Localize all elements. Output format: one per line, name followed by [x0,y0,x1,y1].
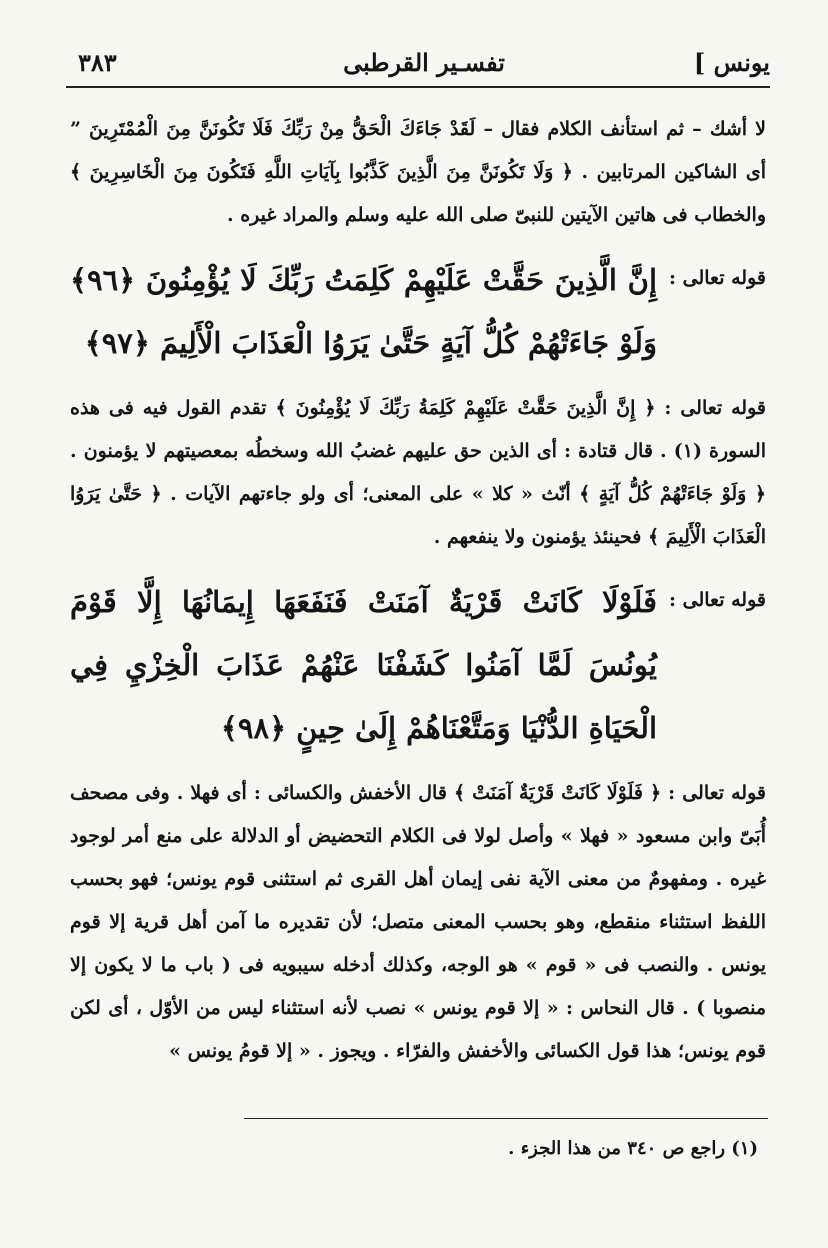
footnote-rule [244,1118,768,1119]
surah-name: يونس ] [693,48,770,77]
book-title: تفسـير القرطبى [343,48,505,77]
commentary-paragraph: لا أشك – ثم استأنف الكلام فقال – لَقَدْ جَاءَكَ الْحَقُّ مِنْ رَبِّكَ فَلَا تَكُونَنَّ مِنَ الْمُمْتَرِينَ ” أى الشاكين المرتابين . ﴿ وَلَا تَكُونَنَّ مِنَ الَّذِينَ كَذَّبُوا بِآيَاتِ اللَّهِ فَتَكُونَ مِنَ الْخَاسِرِينَ ﴾ والخطاب فى هاتين الآيتين للنبىّ صلى الله عليه وسلم والمراد غيره . [70,118,766,226]
page-header [78,38,770,84]
commentary-paragraph: قوله تعالى : ﴿ إِنَّ الَّذِينَ حَقَّتْ عَلَيْهِمْ كَلِمَةُ رَبِّكَ لَا يُؤْمِنُونَ ﴾ تقدم القول فيه فى هذه السورة (١) . قال قتادة : أى الذين حق عليهم غضبُ الله وسخطُه بمعصيتهم لا يؤمنون . ﴿ وَلَوْ جَاءَتْهُمْ كُلُّ آيَةٍ ﴾ أنّث « كلا » على المعنى؛ أى ولو جاءتهم الآيات . ﴿ حَتَّىٰ يَرَوُا الْعَذَابَ الْأَلِيمَ ﴾ فحينئذ يؤمنون ولا ينفعهم . [70,397,766,548]
verse-intro: قوله تعالى : [669,589,766,611]
page-number: ٣٨٣ [78,48,117,77]
commentary-paragraph: قوله تعالى : ﴿ فَلَوْلَا كَانَتْ قَرْيَةٌ آمَنَتْ ﴾ قال الأخفش والكسائى : أى فهلا . وفى مصحف أُبَىّ وابن مسعود « فهلا » وأصل لولا فى الكلام التحضيض أو الدلالة على منع أمر لوجود غيره . ومفهومٌ من معنى الآية نفى إيمان أهل القرى ثم استثنى قوم يونس؛ فهو بحسب اللفظ استثناء منقطع، وهو بحسب المعنى متصل؛ لأن تقديره ما آمن أهل قرية إلا قوم يونس . والنصب فى « قوم » هو الوجه، وكذلك أدخله سيبويه فى ( باب ما لا يكون إلا منصوبا ) . قال النحاس : « إلا قوم يونس » نصب لأنه استثناء ليس من الأوّل ، أى لكن قوم يونس؛ هذا قول الكسائى والأخفش والفرّاء . ويجوز . « إلا قومُ يونس » [70,782,766,1062]
verse-text: فَلَوْلَا كَانَتْ قَرْيَةٌ آمَنَتْ فَنَفَعَهَا إِيمَانُهَا إِلَّا قَوْمَ يُونُسَ لَمَّا آمَنُوا كَشَفْنَا عَنْهُمْ عَذَابَ الْخِزْيِ فِي الْحَيَاةِ الدُّنْيَا وَمَتَّعْنَاهُمْ إِلَىٰ حِينٍ ﴿٩٨﴾ [70,585,657,745]
header-rule [66,86,770,88]
page-body [70,108,766,1073]
footnote: (١) راجع ص ٣٤٠ من هذا الجزء . [508,1138,758,1159]
quran-verse-block [70,249,766,375]
verse-text: إِنَّ الَّذِينَ حَقَّتْ عَلَيْهِمْ كَلِمَتُ رَبِّكَ لَا يُؤْمِنُونَ ﴿٩٦﴾ وَلَوْ جَاءَتْهُمْ كُلُّ آيَةٍ حَتَّىٰ يَرَوُا الْعَذَابَ الْأَلِيمَ ﴿٩٧﴾ [70,263,657,360]
quran-verse-block [70,571,766,760]
verse-intro: قوله تعالى : [669,267,766,289]
